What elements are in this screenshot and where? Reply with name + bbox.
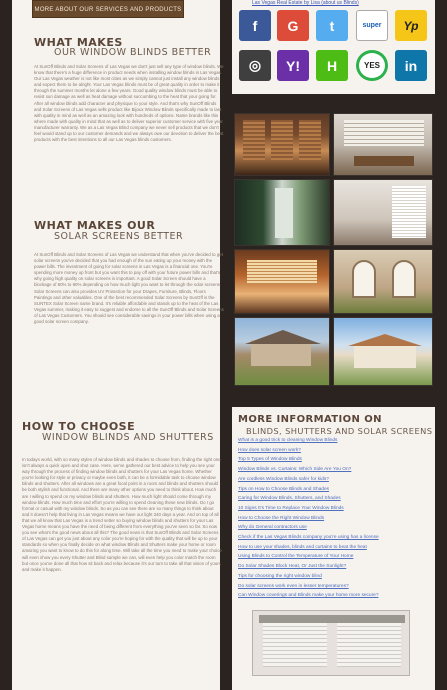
houzz-icon[interactable]: H	[316, 50, 348, 81]
shade-panel-left	[263, 623, 327, 667]
gallery-photo-green-room[interactable]	[234, 179, 330, 246]
yes-icon[interactable]: YES	[356, 50, 388, 81]
more-info-panel	[232, 407, 435, 690]
social-panel	[232, 0, 435, 94]
twitter-icon[interactable]: t	[316, 10, 348, 41]
screens-section-title: WHAT MAKES OUR	[34, 219, 156, 232]
photo-villa-wall	[354, 344, 416, 368]
info-link[interactable]: Are cordless Window Blinds safer for kids?	[238, 476, 329, 482]
info-link[interactable]: Tips for choosing the right window blind	[238, 573, 322, 579]
gallery-photo-warm-room[interactable]	[234, 249, 330, 314]
photo-arched-window-right	[392, 260, 416, 298]
info-link[interactable]: 10 Signs It's Time to Replace Your Window Blinds	[238, 505, 344, 511]
yellowpages-icon[interactable]: Yp	[395, 10, 427, 41]
info-link[interactable]: Using Blinds to Control the Temperature of Your Home	[238, 554, 354, 560]
blinds-section-body: At SunOff Blinds and Solar Screens of Las Vegas we don't just sell any type of window blinds. We know that there's a huge difference in product needs when installing window blinds in Las Vegas. Our Las Vegas weather is not like most cities as we simply cannot just install any window blinds and expect them to be alright. Your Las Vegas blinds must be of great quality in order to make it through the summer months let alone a few years. Good quality window blinds must be able to resist sun damage as well as heat damage without succumbing to the heat that your going for. After all window blinds add character and physique to your style. And that's why SunOff Blinds and Solar Screens of Las Vegas sells product like Bijoux Window Blinds specifically made to last with quality in mind as well as an amazing look with hundreds of options. Name brands like this where made with quality in mind that as well as to deliver superior customer service with five year manufacturer warranty. We as a Las Vegas Blind company we never sell products that we don't feel would stand up to our customer demands and we always owe our devotion to deliver the best products with the best intentions to all our Las Vegas blinds customers.	[34, 64, 224, 143]
shades-product-image	[252, 610, 410, 676]
social-top-link[interactable]: Las Vegas Real Estate by Lisa (about us Blinds)	[252, 0, 359, 6]
more-info-subtitle: BLINDS, SHUTTERS AND SOLAR SCREENS	[246, 426, 433, 436]
gallery-photo-dining-blinds[interactable]	[333, 113, 433, 176]
gallery-photo-house-exterior[interactable]	[234, 317, 330, 386]
shade-panel-right	[337, 623, 401, 667]
gallery-photo-arched-windows[interactable]	[333, 249, 433, 314]
facebook-icon[interactable]: f	[239, 10, 271, 41]
info-link[interactable]: How does solar screen work?	[238, 447, 301, 453]
shade-top-rail	[259, 615, 405, 623]
photo-warm-blinds	[247, 260, 317, 284]
photo-shutter-left	[243, 120, 265, 160]
info-link[interactable]: What is a good trick to cleaning Window Blinds	[238, 438, 338, 443]
gallery-photo-shutters-room[interactable]	[234, 113, 330, 176]
info-link[interactable]: Do solar screens work even in lesser temperatures?	[238, 583, 349, 589]
photo-villa-roof	[348, 334, 422, 346]
info-link[interactable]: How to Choose the Right Window Blinds	[238, 515, 325, 521]
choose-section-title: HOW TO CHOOSE	[22, 420, 136, 433]
photo-shutter-middle	[271, 120, 293, 160]
instagram-icon[interactable]: ◎	[239, 50, 271, 81]
gallery-photo-villa[interactable]	[333, 317, 433, 386]
screens-section-subtitle: SOLAR SCREENS BETTER	[54, 231, 184, 242]
more-info-title: MORE INFORMATION ON	[238, 414, 382, 425]
more-services-button[interactable]: MORE ABOUT OUR SERVICES AND PRODUCTS	[32, 0, 184, 18]
blinds-section-subtitle: OUR WINDOW BLINDS BETTER	[54, 47, 212, 58]
photo-house-roof	[245, 330, 321, 344]
info-link[interactable]: How to use your shades, blinds and curtains to beat the heat	[238, 544, 367, 550]
info-link[interactable]: Top 5 Types of Window Blinds	[238, 457, 302, 463]
blinds-section-title: WHAT MAKES	[34, 36, 123, 49]
photo-shutter-right	[299, 120, 321, 160]
info-link[interactable]: Do Solar Shades Block Heat, Or Just the Sunlight?	[238, 564, 347, 570]
info-link[interactable]: Why do General contractors use	[238, 525, 307, 531]
choose-section-body: In todays world, with so many styles of window blinds and shades to choose from, finding the right one isn't always a quick open and shut case. Here, we've gathered our best advice to help you see your way through the process of finding window blinds and shutters for your Las Vegas home. Whether you're looking for style or privacy or maybe even both, it can be a formidable task to choose window blinds and shutters. After all windows are a great focal point in a room and blinds and shutters should be both stylish and functional. And there are many other options you need to think about. How much are I willing to spend on my window blinds and shutters. How much light should come through my window blinds. How much time and effort you're willing to spend cleaning these new blinds. Do I go formal or casual with my window blinds. So as you can see there are so many things to think about and it doesn't help that living in Las Vegas means we have our light 340 days a year. And on top of all that we all know that Las Vegas is a trend setter so buying window blinds and shutters for your Las Vegas home means you have the need of being different from everything you've seen so far. So now you see what's the good news about all this? The good news is that SunOff Blinds and Solar Screens of Las Vegas can get you just about any color you're hoping for with the quality that will be up to your standards so when you finally decide on what window Blinds and Shutters make your home or room amazing you want to know to do this for along time. Will take all the time you need to make your choice will even show you every Shutter and Blind sample we can, will even help you color match the room but once you've done all that how sit back and relax because it's our turn to take all that vision of yours and make it happen.	[22, 457, 222, 572]
google-icon[interactable]: G	[277, 10, 309, 41]
choose-section-subtitle: WINDOW BLINDS AND SHUTTERS	[42, 432, 214, 443]
info-link[interactable]: Caring for Window Blinds, Shutters, and Shades	[238, 496, 341, 502]
photo-window-panel	[275, 188, 293, 238]
photo-white-shutter	[392, 186, 426, 238]
yahoo-icon[interactable]: Y!	[277, 50, 309, 81]
photo-dining-table	[354, 156, 414, 166]
gallery-photo-white-shutters[interactable]	[333, 179, 433, 246]
left-content-column	[12, 0, 224, 690]
info-link[interactable]: Tips on How to Choose Blinds and Shades	[238, 486, 330, 492]
info-link[interactable]: Window Blinds vs. Curtains: Which Side Are You On?	[238, 467, 352, 473]
linkedin-icon[interactable]: in	[395, 50, 427, 81]
info-link[interactable]: Check if the Las Vegas Blinds company you're using has a license	[238, 535, 379, 540]
superpages-icon[interactable]: super	[356, 10, 388, 41]
photo-roller-blinds	[344, 120, 424, 146]
info-link[interactable]: Can Window coverings and Blinds make your home more secure?	[238, 593, 379, 599]
photo-arched-window-left	[352, 260, 376, 298]
screens-section-body: At SunOff Blinds and Solar Screens of Las Vegas we understand that when you've decided to get solar screens you've decided that you had enough of the sun eating up your money with the power bills. The investment of going for solar screens in Las Vegas is a financial one. You're spending more money up front but you want this to pay off with your future power bills and that's why going high quality on solar screens is important. A good Solar Screen should have a blockage of 80% to 90% depending on how much light you want to let through the solar screens. Solar Screens can also provides UV Protection for your Drapes, Furniture, Blinds, Floors Paintings and other valuables. One of the best recommended Solar Screens by SunOff is the SUNTEX Solar Screen name brand. It's reliable affordable and stands up to the heat of the Las Vegas summer, making it easy to suggest and endorse to all the SunOff Blinds and Solar Screens of Las Vegas Customers. You should see considerable savings in your power bills when using a good solar screen company.	[34, 252, 224, 325]
